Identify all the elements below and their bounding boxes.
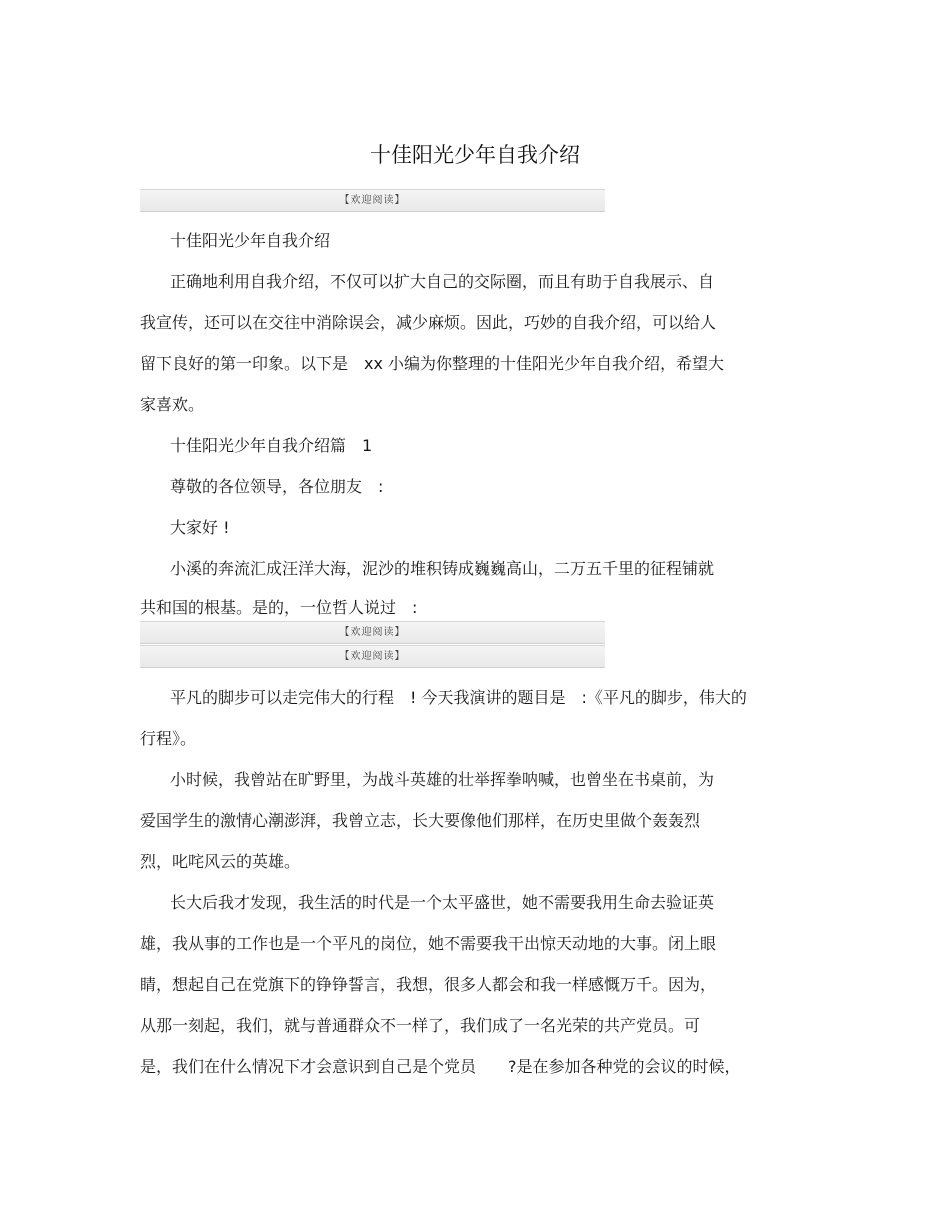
paragraph-line: 雄，我从事的工作也是一个平凡的岗位，她不需要我干出惊天动地的大事。闭上眼 bbox=[140, 934, 717, 953]
paragraph-line: 大家好 ! bbox=[170, 518, 230, 537]
paragraph-line: 平凡的脚步可以走完伟大的行程 ! 今天我演讲的题目是 :《平凡的脚步，伟大的 bbox=[170, 688, 747, 707]
welcome-banner: 【欢迎阅读】 bbox=[140, 621, 605, 644]
paragraph-line: 十佳阳光少年自我介绍 bbox=[170, 231, 331, 250]
paragraph-line: 我宣传，还可以在交往中消除误会，减少麻烦。因此，巧妙的自我介绍，可以给人 bbox=[140, 313, 717, 332]
paragraph-line: 共和国的根基。是的，一位哲人说过 : bbox=[140, 598, 418, 617]
paragraph-line: 是，我们在什么情况下才会意识到自己是个党员 ?是在参加各种党的会议的时候， bbox=[140, 1057, 741, 1076]
paragraph-line: 尊敬的各位领导，各位朋友 : bbox=[170, 477, 384, 496]
paragraph-line: 小时候，我曾站在旷野里，为战斗英雄的壮举挥拳呐喊，也曾坐在书桌前，为 bbox=[170, 770, 715, 789]
paragraph-line: 小溪的奔流汇成汪洋大海，泥沙的堆积铸成巍巍高山，二万五千里的征程铺就 bbox=[170, 559, 715, 578]
paragraph-line: 睛，想起自己在党旗下的铮铮誓言，我想，很多人都会和我一样感慨万千。因为， bbox=[140, 975, 717, 994]
paragraph-line: 烈，叱咤风云的英雄。 bbox=[140, 852, 301, 871]
paragraph-line: 留下良好的第一印象。以下是 xx 小编为你整理的十佳阳光少年自我介绍，希望大 bbox=[140, 354, 725, 373]
paragraph-line: 爱国学生的激情心潮澎湃，我曾立志，长大要像他们那样，在历史里做个轰轰烈 bbox=[140, 811, 701, 830]
paragraph-line: 正确地利用自我介绍，不仅可以扩大自己的交际圈，而且有助于自我展示、自 bbox=[170, 272, 715, 291]
welcome-banner: 【欢迎阅读】 bbox=[140, 189, 605, 212]
paragraph-line: 行程》。 bbox=[140, 729, 197, 748]
paragraph-line: 长大后我才发现，我生活的时代是一个太平盛世，她不需要我用生命去验证英 bbox=[170, 893, 715, 912]
paragraph-line: 家喜欢。 bbox=[140, 395, 205, 414]
document-title: 十佳阳光少年自我介绍 bbox=[370, 143, 580, 167]
paragraph-line: 十佳阳光少年自我介绍篇 1 bbox=[170, 436, 373, 455]
welcome-banner: 【欢迎阅读】 bbox=[140, 645, 605, 668]
paragraph-line: 从那一刻起，我们，就与普通群众不一样了，我们成了一名光荣的共产党员。可 bbox=[140, 1016, 701, 1035]
